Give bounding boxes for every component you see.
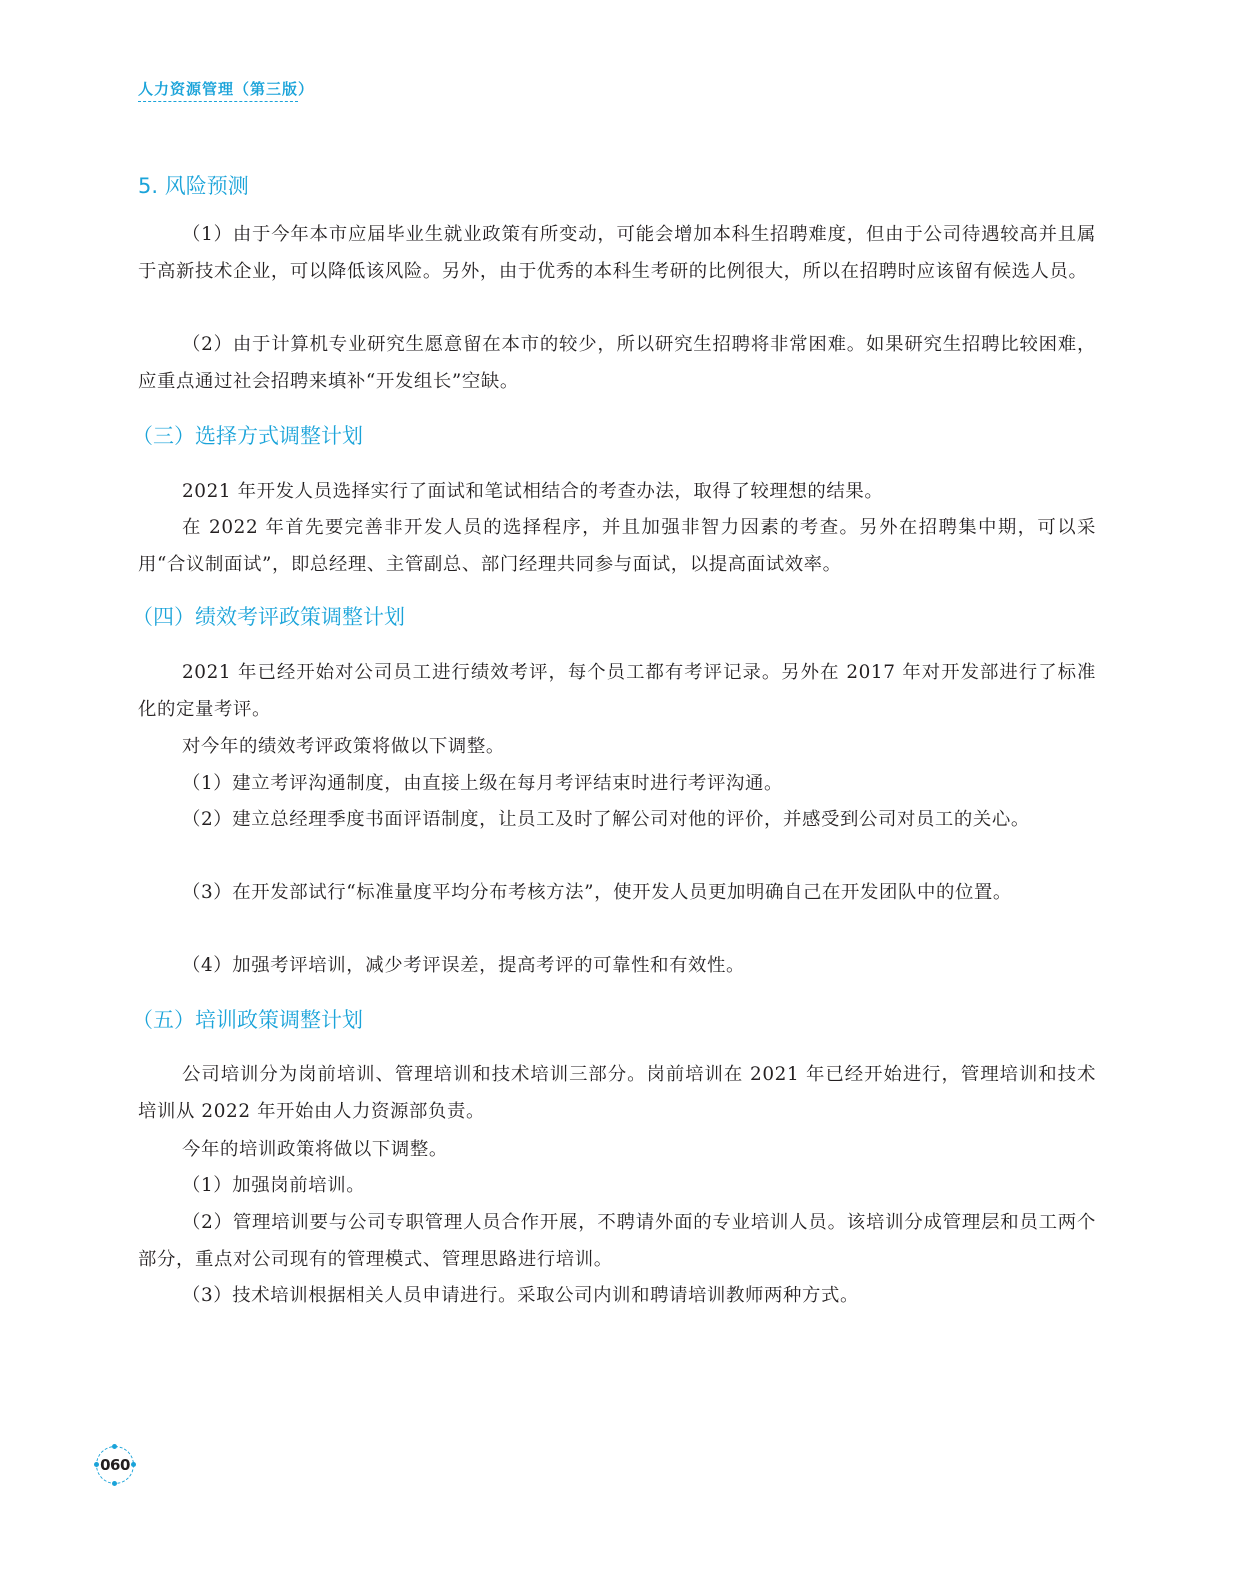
paragraph: 在 2022 年首先要完善非开发人员的选择程序，并且加强非智力因素的考查。另外在招聘集中期，可以采用“合议制面试”，即总经理、主管副总、部门经理共同参与面试，以提高面试效率。 [138,517,1096,575]
page-number-badge [96,1446,134,1484]
paragraph: （3）技术培训根据相关人员申请进行。采取公司内训和聘请培训教师两种方式。 [182,1285,859,1306]
paragraph: 2021 年开发人员选择实行了面试和笔试相结合的考查办法，取得了较理想的结果。 [182,481,884,502]
paragraph: （2）管理培训要与公司专职管理人员合作开展，不聘请外面的专业培训人员。该培训分成管理层和员工两个部分，重点对公司现有的管理模式、管理思路进行培训。 [138,1212,1096,1270]
paragraph: （1）建立考评沟通制度，由直接上级在每月考评结束时进行考评沟通。 [182,773,784,794]
paragraph: 2021 年已经开始对公司员工进行绩效考评，每个员工都有考评记录。另外在 2017 年对开发部进行了标准化的定量考评。 [138,662,1096,720]
paragraph: （3）在开发部试行“标准量度平均分布考核方法”，使开发人员更加明确自己在开发团队中的位置。 [182,882,1012,903]
section-heading-risk: 5. 风险预测 [138,174,249,198]
paragraph: （1）加强岗前培训。 [182,1175,366,1196]
header-rule [138,101,298,102]
badge-dot [112,1444,117,1449]
badge-dot [94,1462,99,1467]
page-number: 060 [100,1456,130,1474]
paragraph: 公司培训分为岗前培训、管理培训和技术培训三部分。岗前培训在 2021 年已经开始进行，管理培训和技术培训从 2022 年开始由人力资源部负责。 [138,1064,1096,1122]
paragraph: 今年的培训政策将做以下调整。 [182,1139,448,1160]
section-heading-training: （五）培训政策调整计划 [132,1008,363,1032]
badge-dot [112,1481,117,1486]
running-title: 人力资源管理（第三版） [138,80,315,98]
paragraph: （1）由于今年本市应届毕业生就业政策有所变动，可能会增加本科生招聘难度，但由于公司待遇较高并且属于高新技术企业，可以降低该风险。另外，由于优秀的本科生考研的比例很大，所以在招聘时应该留有候选人员。 [138,224,1096,282]
badge-dot [131,1462,136,1467]
paragraph: （4）加强考评培训，减少考评误差，提高考评的可靠性和有效性。 [182,955,746,976]
paragraph: （2）建立总经理季度书面评语制度，让员工及时了解公司对他的评价，并感受到公司对员工的关心。 [182,809,1030,830]
paragraph: （2）由于计算机专业研究生愿意留在本市的较少，所以研究生招聘将非常困难。如果研究生招聘比较困难，应重点通过社会招聘来填补“开发组长”空缺。 [138,334,1096,392]
section-heading-performance: （四）绩效考评政策调整计划 [132,605,405,629]
section-heading-selection: （三）选择方式调整计划 [132,424,363,448]
paragraph: 对今年的绩效考评政策将做以下调整。 [182,736,505,757]
